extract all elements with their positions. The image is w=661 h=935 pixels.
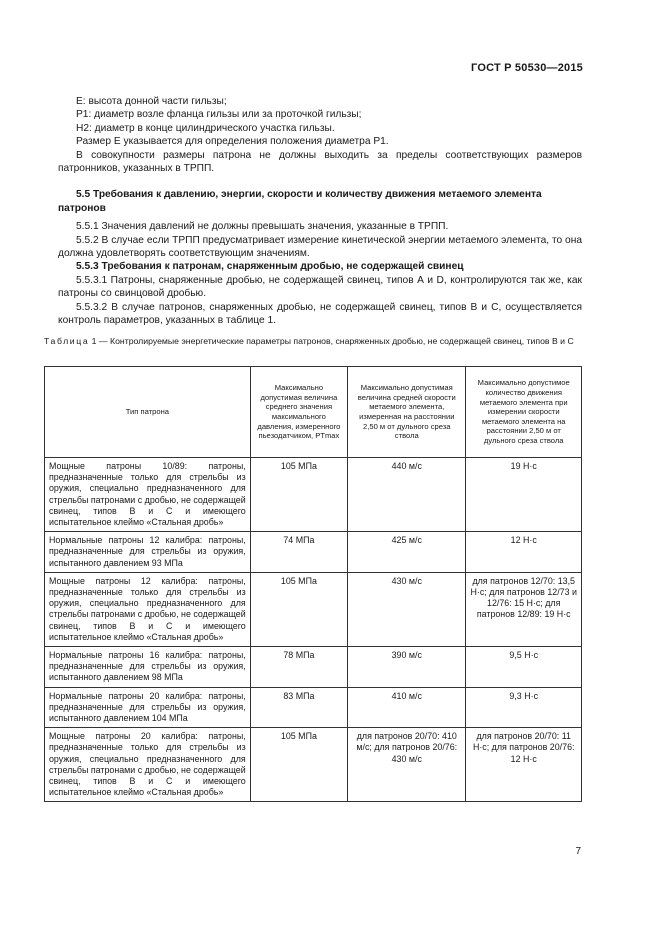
cell-pressure: 74 МПа (250, 532, 347, 573)
table-row (45, 687, 582, 728)
cell-momentum: 9,5 Н·с (466, 647, 582, 688)
table-caption-label: Таблица (44, 336, 90, 346)
cell-pressure: 105 МПа (250, 728, 347, 802)
header-max-velocity: Максимально допустимая величина средней скорости метаемого элемента, измеренная на расстоянии 2,50 м от дульного среза ствола (348, 367, 466, 458)
body-text (58, 95, 582, 328)
parameters-table (44, 366, 582, 802)
cell-velocity: для патронов 20/70: 410 м/с; для патронов 20/76: 430 м/с (348, 728, 466, 802)
cell-type: Нормальные патроны 12 калибра: патроны, предназначенные для стрельбы из оружия, испытанного давлением 93 МПа (45, 532, 251, 573)
cell-velocity: 440 м/с (348, 458, 466, 532)
intro-paragraph-2: Р1: диаметр возле фланца гильзы или за проточкой гильзы; (76, 109, 362, 121)
cell-velocity: 410 м/с (348, 687, 466, 728)
header-max-pressure: Максимально допустимая величина среднего значения максимального давления, измеренного пьезодатчиком, PTmax (250, 367, 347, 458)
paragraph-5-5-2: 5.5.2 В случае если ТРПП предусматривает измерение кинетической энергии метаемого элемента, то она должна удовлетворять соответствующим значениям. (58, 234, 582, 260)
page-number: 7 (575, 846, 581, 857)
table-row (45, 458, 582, 532)
cell-pressure: 105 МПа (250, 572, 347, 646)
cell-velocity: 425 м/с (348, 532, 466, 573)
header-cartridge-type: Тип патрона (45, 367, 251, 458)
intro-paragraph-1: Е: высота донной части гильзы; (76, 96, 227, 107)
intro-paragraph-4: Размер Е указывается для определения положения диаметра Р1. (76, 136, 389, 148)
cell-momentum: 9,3 Н·с (466, 687, 582, 728)
paragraph-5-5-3-1: 5.5.3.1 Патроны, снаряженные дробью, не содержащей свинец, типов А и D, контролируются так же, как патроны со свинцовой дробью. (58, 274, 582, 300)
cell-pressure: 105 МПа (250, 458, 347, 532)
cell-velocity: 390 м/с (348, 647, 466, 688)
header-max-momentum: Максимально допустимое количество движения метаемого элемента при измерении скорости метаемого элемента на расстоянии 2,50 м от дульного среза ствола (466, 367, 582, 458)
cell-type: Мощные патроны 12 калибра: патроны, предназначенные только для стрельбы из оружия, специально предназначенного для стрельбы патронами с дробью, не содержащей свинец, типов В и С и имеющего испытательное клеймо «Стальная дробь» (45, 572, 251, 646)
table-header-row (45, 367, 582, 458)
section-heading-5-5-3: 5.5.3 Требования к патронам, снаряженным дробью, не содержащей свинец (76, 261, 464, 273)
table-caption-text: 1 — Контролируемые энергетические параметры патронов, снаряженных дробью, не содержащей свинец, типов В и С (89, 336, 574, 346)
table-row (45, 728, 582, 802)
cell-type: Нормальные патроны 20 калибра: патроны, предназначенные для стрельбы из оружия, испытанного давлением 104 МПа (45, 687, 251, 728)
cell-momentum: для патронов 20/70: 11 Н·с; для патронов 20/76: 12 Н·с (466, 728, 582, 802)
cell-type: Мощные патроны 10/89: патроны, предназначенные только для стрельбы из оружия, специально предназначенного для стрельбы патронами с дробью, не содержащей свинец, типов В и С и имеющего испытательное клеймо «Стальная дробь» (45, 458, 251, 532)
cell-momentum: для патронов 12/70: 13,5 Н·с; для патронов 12/73 и 12/76: 15 Н·с; для патронов 12/89: 19 Н·с (466, 572, 582, 646)
table-row (45, 532, 582, 573)
table-caption (44, 336, 582, 347)
intro-paragraph-5: В совокупности размеры патрона не должны выходить за пределы соответствующих размеров патронников, указанных в ТРПП. (58, 149, 582, 175)
paragraph-5-5-3-2: 5.5.3.2 В случае патронов, снаряженных дробью, не содержащей свинец, типов В и С, осуществляется контроль параметров, указанных в таблице 1. (58, 301, 582, 327)
table-row (45, 572, 582, 646)
cell-momentum: 12 Н·с (466, 532, 582, 573)
paragraph-5-5-1: 5.5.1 Значения давлений не должны превышать значения, указанные в ТРПП. (76, 221, 449, 233)
section-heading-5-5: 5.5 Требования к давлению, энергии, скорости и количеству движения метаемого элемента патронов (58, 189, 542, 214)
cell-velocity: 430 м/с (348, 572, 466, 646)
cell-pressure: 78 МПа (250, 647, 347, 688)
table-row (45, 647, 582, 688)
cell-momentum: 19 Н·с (466, 458, 582, 532)
cell-type: Нормальные патроны 16 калибра: патроны, предназначенные для стрельбы из оружия, испытанного давлением 98 МПа (45, 647, 251, 688)
cell-type: Мощные патроны 20 калибра: патроны, предназначенные только для стрельбы из оружия, специально предназначенного для стрельбы патронами с дробью, не содержащей свинец, типов В и С и имеющего испытательное клеймо «Стальная дробь» (45, 728, 251, 802)
cell-pressure: 83 МПа (250, 687, 347, 728)
intro-paragraph-3: Н2: диаметр в конце цилиндрического участка гильзы. (76, 122, 335, 134)
document-code: ГОСТ Р 50530—2015 (471, 62, 583, 74)
